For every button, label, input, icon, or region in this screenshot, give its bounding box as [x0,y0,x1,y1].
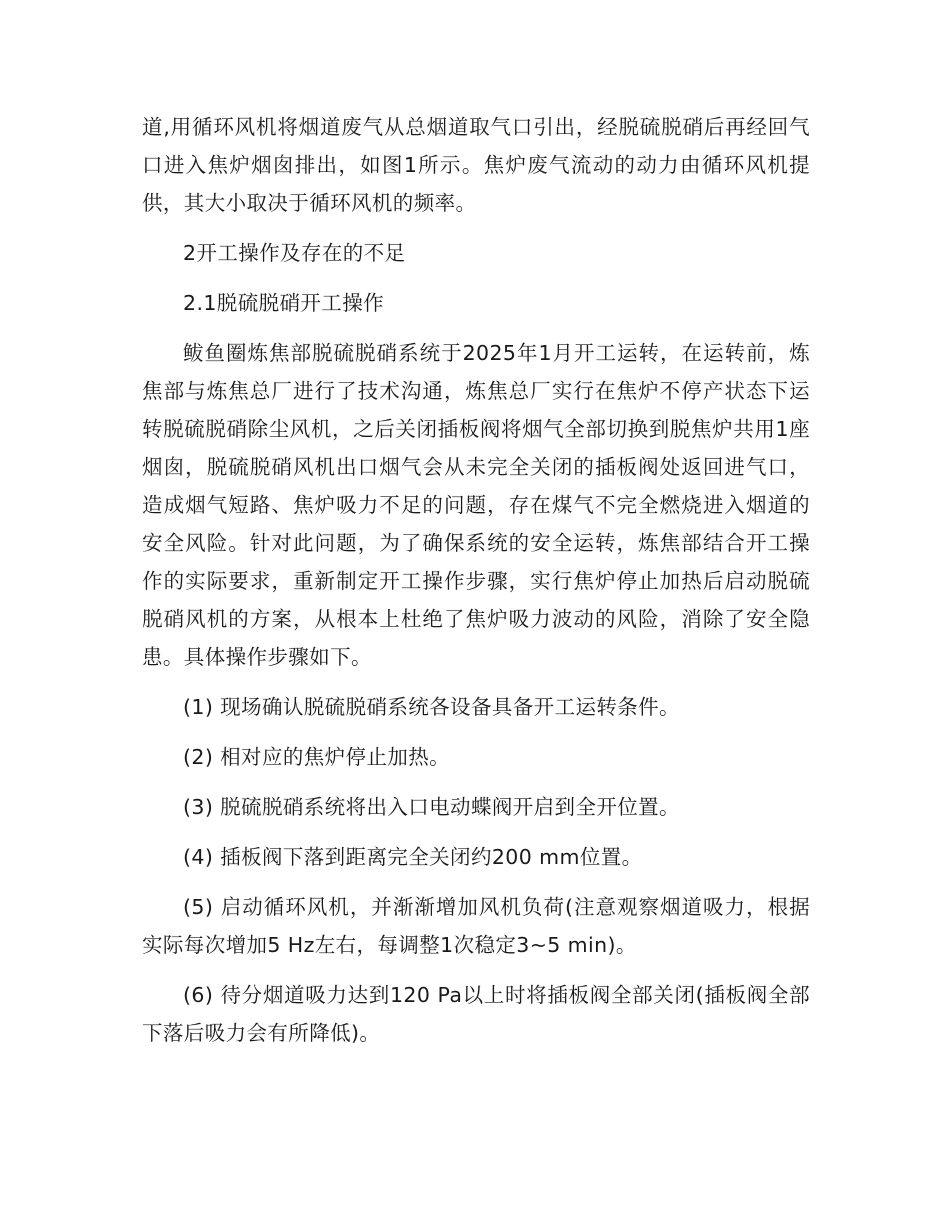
step-item-3: (3) 脱硫脱硝系统将出入口电动蝶阀开启到全开位置。 [183,795,680,819]
subsection-heading: 2.1脱硫脱硝开工操作 [183,291,385,315]
step-item-6: (6) 待分烟道吸力达到120 Pa以上时将插板阀全部关闭(插板阀全部下落后吸力会有所降低)。 [142,983,810,1045]
section-heading: 2开工操作及存在的不足 [183,241,406,265]
step-item-5: (5) 启动循环风机，并渐渐增加风机负荷(注意观察烟道吸力，根据实际每次增加5 Hz左右，每调整1次稳定3~5 min)。 [142,895,810,957]
document-page [142,108,810,1052]
paragraph-intro-continuation: 道,用循环风机将烟道废气从总烟道取气口引出，经脱硫脱硝后再经回气口进入焦炉烟囱排出，如图1所示。焦炉废气流动的动力由循环风机提供，其大小取决于循环风机的频率。 [142,115,810,215]
step-item-1: (1) 现场确认脱硫脱硝系统各设备具备开工运转条件。 [183,695,680,719]
step-item-4: (4) 插板阀下落到距离完全关闭约200 mm位置。 [183,845,643,869]
paragraph-body: 鲅鱼圈炼焦部脱硫脱硝系统于2025年1月开工运转，在运转前，炼焦部与炼焦总厂进行了技术沟通，炼焦总厂实行在焦炉不停产状态下运转脱硫脱硝除尘风机，之后关闭插板阀将烟气全部切换到脱焦炉共用1座烟囱，脱硫脱硝风机出口烟气会从未完全关闭的插板阀处返回进气口，造成烟气短路、焦炉吸力不足的问题，存在煤气不完全燃烧进入烟道的安全风险。针对此问题，为了确保系统的安全运转，炼焦部结合开工操作的实际要求，重新制定开工操作步骤，实行焦炉停止加热后启动脱硫脱硝风机的方案，从根本上杜绝了焦炉吸力波动的风险，消除了安全隐患。具体操作步骤如下。 [142,341,810,669]
step-item-2: (2) 相对应的焦炉停止加热。 [183,745,451,769]
